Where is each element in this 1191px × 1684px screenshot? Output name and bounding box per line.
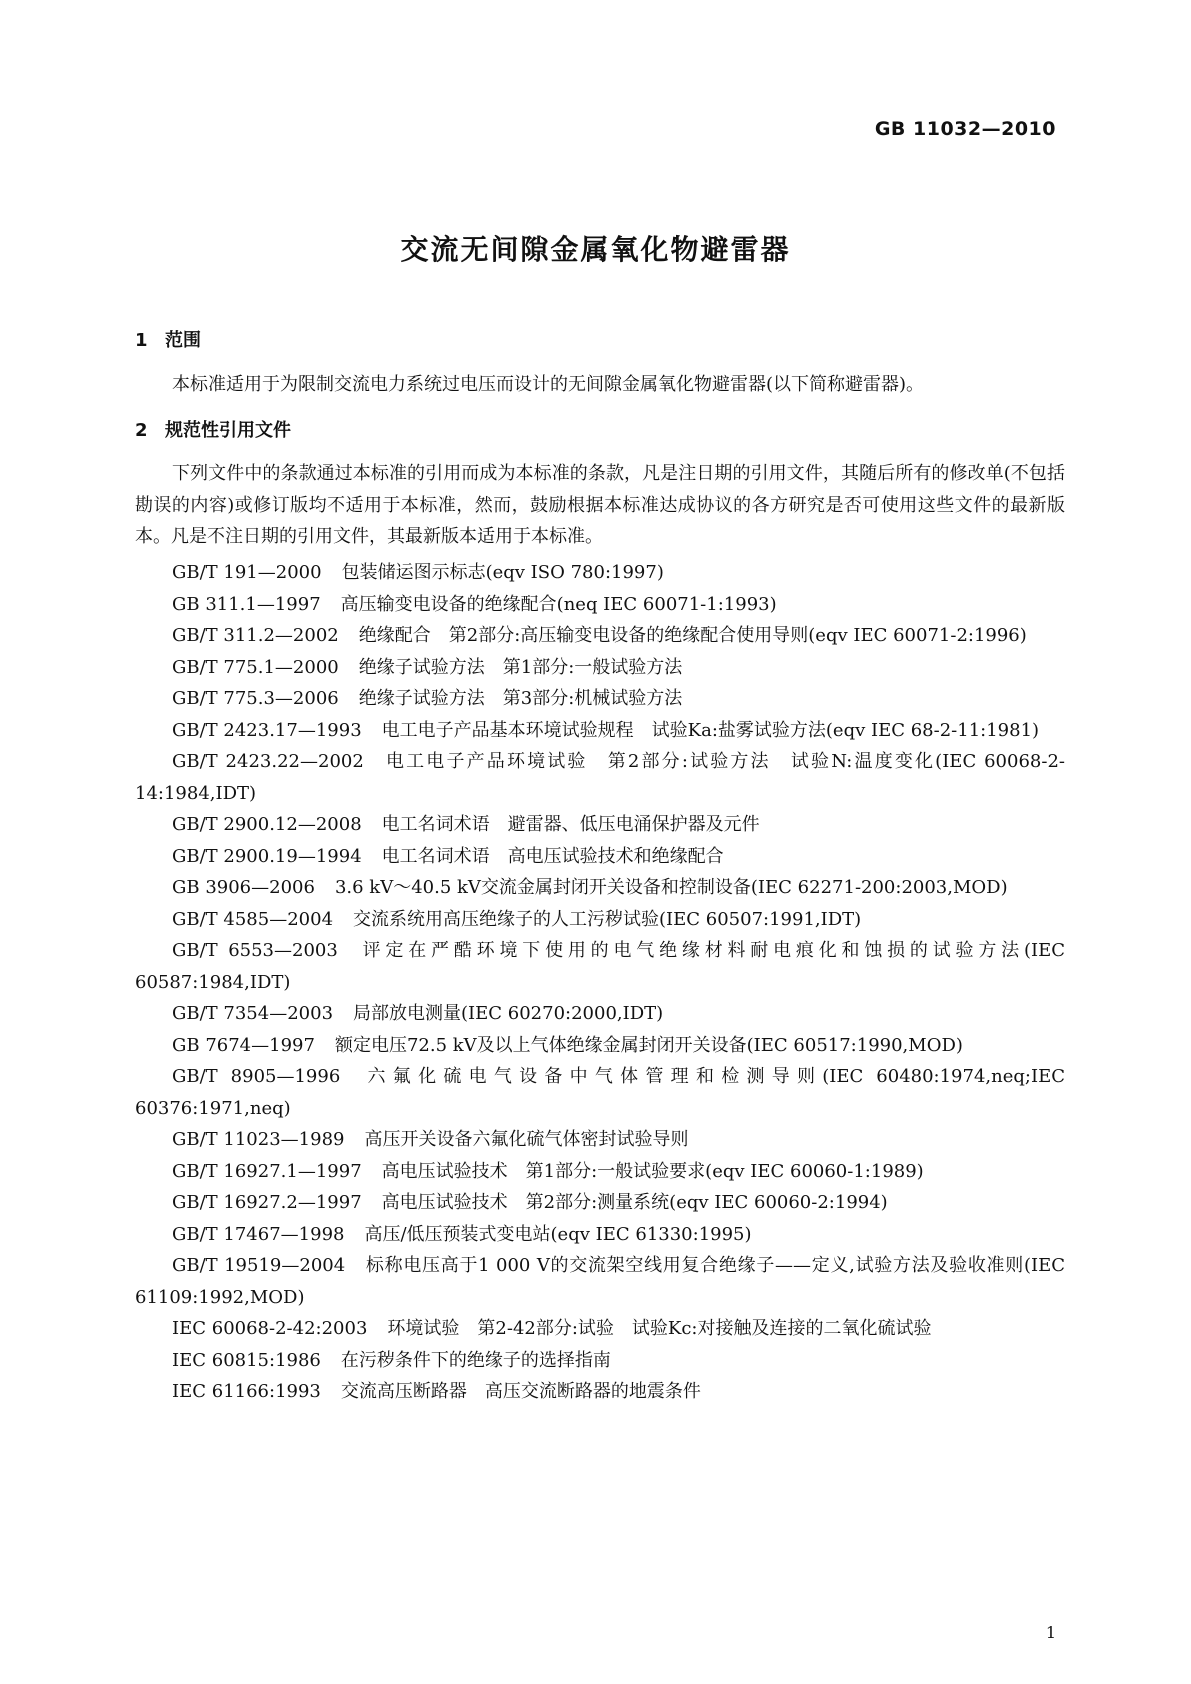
reference-item: [135, 1250, 1065, 1313]
reference-title: 高电压试验技术 第2部分:测量系统(eqv IEC 60060-2:1994): [381, 1192, 888, 1213]
reference-title: 评定在严酷环境下使用的电气绝缘材料耐电痕化和蚀损的试验方法(IEC 60587:1984,IDT): [135, 940, 1066, 993]
reference-code: GB/T 311.2—2002: [172, 625, 339, 646]
reference-item: [135, 1313, 1065, 1345]
reference-item: [135, 557, 1065, 589]
reference-item: [135, 841, 1065, 873]
reference-code: GB/T 8905—1996: [172, 1066, 341, 1087]
reference-code: GB/T 19519—2004: [172, 1255, 346, 1276]
section-2-heading: [135, 416, 291, 442]
reference-title: 交流高压断路器 高压交流断路器的地震条件: [340, 1381, 701, 1402]
section-1-heading: [135, 326, 201, 352]
reference-code: GB/T 2900.12—2008: [172, 814, 362, 835]
reference-title: 绝缘子试验方法 第1部分:一般试验方法: [358, 656, 683, 678]
reference-title: 包装储运图示标志(eqv ISO 780:1997): [341, 562, 664, 583]
reference-item: [135, 1156, 1065, 1188]
reference-code: GB/T 17467—1998: [172, 1223, 345, 1245]
reference-title: 环境试验 第2-42部分:试验 试验Kc:对接触及连接的二氧化硫试验: [387, 1318, 932, 1339]
reference-item: [135, 652, 1065, 684]
reference-item: [135, 904, 1065, 936]
reference-item: [135, 1219, 1065, 1251]
reference-code: IEC 60068-2-42:2003: [172, 1318, 368, 1339]
reference-list: [135, 557, 1065, 1408]
reference-item: [135, 589, 1065, 621]
reference-item: [135, 998, 1065, 1030]
reference-code: IEC 60815:1986: [172, 1349, 321, 1371]
reference-title: 3.6 kV～40.5 kV交流金属封闭开关设备和控制设备(IEC 62271-200:2003,MOD): [334, 877, 1008, 898]
reference-code: GB/T 16927.1—1997: [172, 1160, 362, 1182]
reference-code: GB 7674—1997: [172, 1034, 315, 1056]
reference-item: [135, 1030, 1065, 1062]
reference-item: [135, 872, 1065, 904]
reference-code: GB 311.1—1997: [172, 593, 321, 615]
reference-item: [135, 683, 1065, 715]
reference-item: [135, 809, 1065, 841]
section-number: 2: [135, 420, 148, 441]
reference-code: GB/T 2423.17—1993: [172, 719, 362, 741]
section-number: 1: [135, 330, 148, 351]
reference-item: [135, 1061, 1065, 1124]
reference-title: 绝缘配合 第2部分:高压输变电设备的绝缘配合使用导则(eqv IEC 60071-2:1996): [358, 625, 1027, 646]
reference-code: GB/T 191—2000: [172, 562, 322, 583]
reference-item: [135, 1187, 1065, 1219]
document-title: 交流无间隙金属氧化物避雷器: [400, 233, 791, 266]
reference-item: [135, 1345, 1065, 1377]
reference-title: 高电压试验技术 第1部分:一般试验要求(eqv IEC 60060-1:1989): [381, 1160, 924, 1182]
reference-item: [135, 715, 1065, 747]
reference-item: [135, 935, 1065, 998]
reference-title: 六氟化硫电气设备中气体管理和检测导则(IEC 60480:1974,neq;IEC 60376:1971,neq): [135, 1066, 1065, 1119]
reference-title: 局部放电测量(IEC 60270:2000,IDT): [353, 1003, 664, 1024]
reference-title: 交流系统用高压绝缘子的人工污秽试验(IEC 60507:1991,IDT): [353, 908, 862, 930]
reference-code: GB/T 7354—2003: [172, 1003, 334, 1024]
reference-code: GB/T 2900.19—1994: [172, 845, 362, 867]
reference-code: IEC 61166:1993: [172, 1381, 321, 1402]
reference-title: 高压开关设备六氟化硫气体密封试验导则: [364, 1129, 689, 1150]
reference-code: GB/T 2423.22—2002: [172, 751, 364, 772]
reference-title: 电工名词术语 高电压试验技术和绝缘配合: [381, 845, 724, 867]
reference-item: [135, 746, 1065, 809]
standard-code: GB 11032—2010: [874, 118, 1056, 140]
reference-code: GB/T 6553—2003: [172, 940, 338, 961]
reference-item: [135, 1376, 1065, 1408]
reference-code: GB/T 11023—1989: [172, 1129, 345, 1150]
page-number: 1: [1045, 1623, 1056, 1642]
reference-code: GB/T 4585—2004: [172, 908, 334, 930]
section-1-paragraph: 本标准适用于为限制交流电力系统过电压而设计的无间隙金属氧化物避雷器(以下简称避雷器)。: [172, 374, 925, 395]
reference-title: 额定电压72.5 kV及以上气体绝缘金属封闭开关设备(IEC 60517:1990,MOD): [334, 1034, 963, 1056]
reference-title: 电工名词术语 避雷器、低压电涌保护器及元件: [381, 814, 760, 835]
reference-title: 高压/低压预装式变电站(eqv IEC 61330:1995): [364, 1223, 752, 1245]
section-title: 规范性引用文件: [165, 420, 291, 441]
reference-item: [135, 1124, 1065, 1156]
section-title: 范围: [165, 330, 201, 351]
section-2-paragraph: 下列文件中的条款通过本标准的引用而成为本标准的条款，凡是注日期的引用文件，其随后所有的修改单(不包括勘误的内容)或修订版均不适用于本标准，然而，鼓励根据本标准达成协议的各方研究是否可使用这些文件的最新版本。凡是不注日期的引用文件，其最新版本适用于本标准。: [135, 463, 1065, 547]
reference-title: 绝缘子试验方法 第3部分:机械试验方法: [358, 688, 683, 709]
reference-code: GB/T 16927.2—1997: [172, 1192, 362, 1213]
reference-title: 电工电子产品基本环境试验规程 试验Ka:盐雾试验方法(eqv IEC 68-2-11:1981): [381, 719, 1040, 741]
reference-code: GB/T 775.3—2006: [172, 688, 339, 709]
reference-code: GB/T 775.1—2000: [172, 656, 339, 678]
reference-item: [135, 620, 1065, 652]
reference-title: 高压输变电设备的绝缘配合(neq IEC 60071-1:1993): [340, 593, 777, 615]
reference-title: 标称电压高于1 000 V的交流架空线用复合绝缘子——定义,试验方法及验收准则(IEC 61109:1992,MOD): [135, 1255, 1066, 1308]
reference-title: 在污秽条件下的绝缘子的选择指南: [340, 1349, 611, 1371]
reference-title: 电工电子产品环境试验 第2部分:试验方法 试验N:温度变化(IEC 60068-2-14:1984,IDT): [135, 751, 1065, 804]
reference-code: GB 3906—2006: [172, 877, 315, 898]
